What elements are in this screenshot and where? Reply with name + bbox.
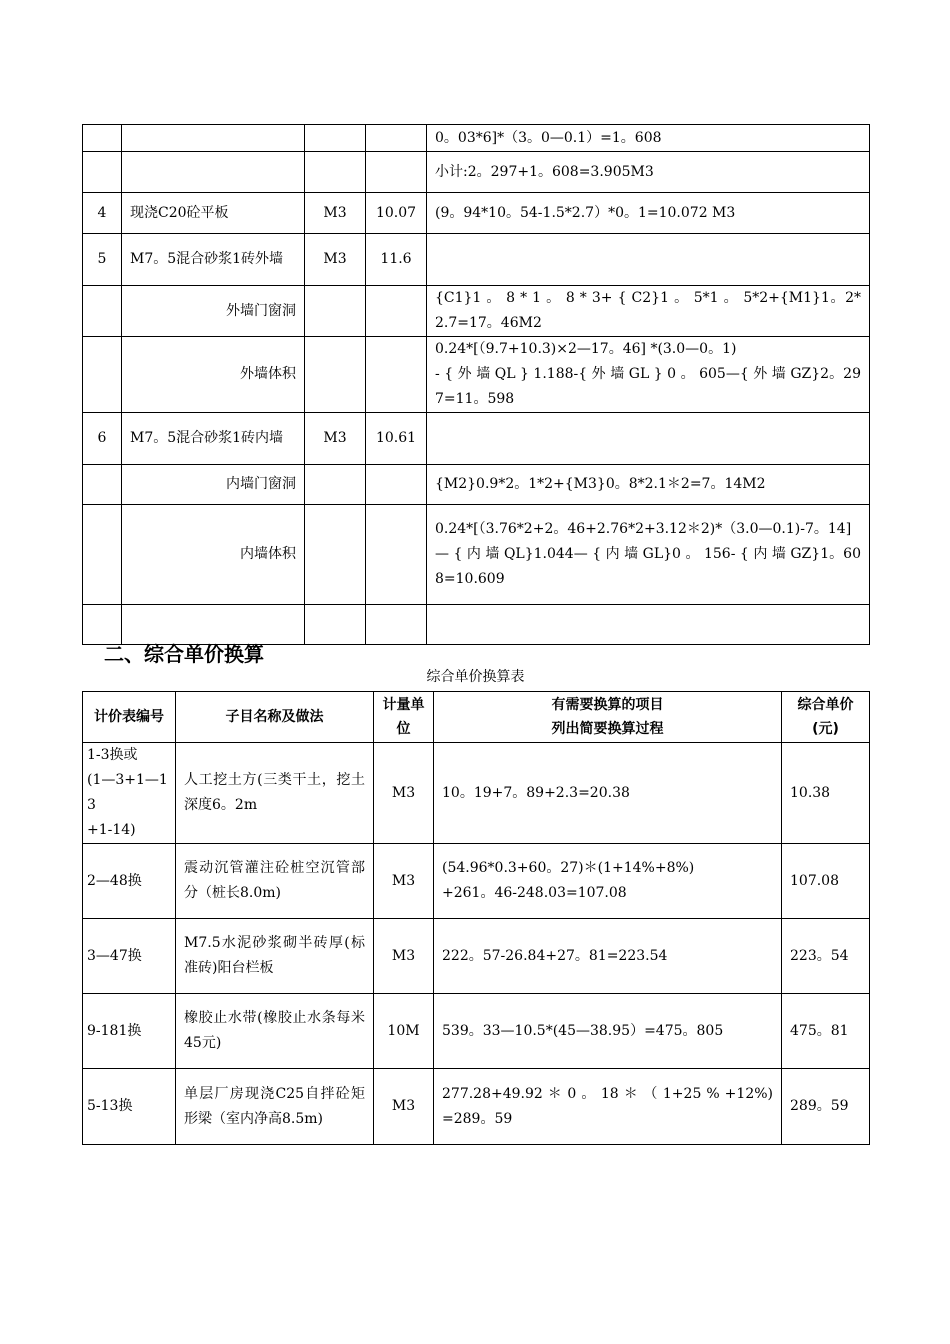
item-name: 内墙体积: [122, 505, 305, 605]
code-line: 3—47换: [87, 947, 142, 964]
item-quantity: [366, 337, 427, 413]
item-unit: [305, 505, 366, 605]
item-process: [434, 743, 782, 844]
item-calculation: [427, 152, 870, 193]
item-number: [83, 605, 122, 645]
table-row: [83, 743, 870, 844]
process-line: (54.96*0.3+60。27)＊(1+14%+8%): [442, 860, 695, 876]
process-line: 277.28+49.92 ＊ 0 。 18 ＊ （ 1+25 % +12%)=289。59: [442, 1085, 773, 1127]
table-row: [83, 505, 870, 605]
code-line: 1-3换或: [87, 747, 138, 763]
item-name: 现浇C20砼平板: [122, 193, 305, 234]
item-name: M7.5水泥砂浆砌半砖厚(标准砖)阳台栏板: [176, 919, 374, 994]
unit-price-conversion-table: [82, 691, 870, 1145]
table-row: [83, 286, 870, 337]
item-unit: M3: [374, 919, 434, 994]
item-name: 震动沉管灌注砼桩空沉管部分（桩长8.0m): [176, 844, 374, 919]
item-price: 10.38: [782, 743, 870, 844]
item-unit: M3: [374, 1069, 434, 1145]
item-quantity: 11.6: [366, 234, 427, 286]
item-number: [83, 286, 122, 337]
table-row: [83, 413, 870, 465]
calc-line: 小计:2。297+1。608=3.905M3: [435, 163, 654, 180]
item-name: [122, 125, 305, 152]
item-unit: 10M: [374, 994, 434, 1069]
process-line: 10。19+7。89+2.3=20.38: [442, 784, 630, 801]
item-number: 6: [83, 413, 122, 465]
item-price: 223。54: [782, 919, 870, 994]
item-code: [83, 743, 176, 844]
process-line: +261。46-248.03=107.08: [442, 885, 627, 901]
item-process: [434, 994, 782, 1069]
item-unit: M3: [374, 844, 434, 919]
item-quantity: [366, 605, 427, 645]
item-name: M7。5混合砂浆1砖外墙: [122, 234, 305, 286]
header-process-line: 列出简要换算过程: [551, 721, 664, 737]
item-price: 107.08: [782, 844, 870, 919]
item-code: [83, 919, 176, 994]
code-line: +1-14): [87, 822, 136, 838]
item-name: [122, 152, 305, 193]
item-unit: M3: [305, 234, 366, 286]
header-process-line: 有需要换算的项目: [551, 697, 664, 713]
calc-line: {C1}1 。 8 * 1 。 8 * 3+ { C2}1 。 5*1 。 5*2+{M1}1。2*2.7=17。46M2: [435, 290, 861, 331]
item-calculation: [427, 505, 870, 605]
calc-line: — { 内 墙 QL}1.044— { 内 墙 GL}0 。 156- { 内 墙 GZ}1。608=10.609: [435, 546, 861, 587]
item-unit: M3: [374, 743, 434, 844]
item-number: [83, 152, 122, 193]
item-quantity: 10.61: [366, 413, 427, 465]
item-process: [434, 1069, 782, 1145]
item-price: 289。59: [782, 1069, 870, 1145]
item-process: [434, 844, 782, 919]
item-number: 4: [83, 193, 122, 234]
calc-line: 0.24*[（9.7+10.3)×2—17。46] *(3.0—0。1): [435, 341, 737, 357]
item-unit: [305, 125, 366, 152]
header-process: [434, 692, 782, 743]
table-row: [83, 193, 870, 234]
code-line: 9-181换: [87, 1022, 142, 1039]
item-quantity: [366, 465, 427, 505]
item-unit: [305, 465, 366, 505]
item-name: 人工挖土方(三类干土，挖土深度6。2m: [176, 743, 374, 844]
header-name: 子目名称及做法: [176, 692, 374, 743]
calc-line: (9。94*10。54-1.5*2.7）*0。1=10.072 M3: [435, 204, 736, 221]
table-row: [83, 605, 870, 645]
table-row: [83, 844, 870, 919]
item-unit: [305, 337, 366, 413]
item-quantity: [366, 152, 427, 193]
item-name: 单层厂房现浇C25自拌砼矩形梁（室内净高8.5m): [176, 1069, 374, 1145]
calc-line: 0.24*[（3.76*2+2。46+2.76*2+3.12＊2)*（3.0—0.1)-7。14]: [435, 521, 852, 537]
table-row: [83, 125, 870, 152]
item-unit: [305, 605, 366, 645]
process-line: 222。57-26.84+27。81=223.54: [442, 947, 668, 964]
item-calculation: [427, 193, 870, 234]
calc-line: 0。03*6]*（3。0—0.1）=1。608: [435, 129, 662, 146]
item-price: 475。81: [782, 994, 870, 1069]
table-row: [83, 337, 870, 413]
item-code: [83, 994, 176, 1069]
code-line: (1—3+1—13: [87, 772, 168, 813]
item-number: [83, 337, 122, 413]
item-name: [122, 605, 305, 645]
item-quantity: [366, 505, 427, 605]
item-calculation: [427, 413, 870, 465]
item-quantity: [366, 286, 427, 337]
header-code: 计价表编号: [83, 692, 176, 743]
header-price: 综合单价(元): [782, 692, 870, 743]
table-row: [83, 234, 870, 286]
calc-line: {M2}0.9*2。1*2+{M3}0。8*2.1＊2=7。14M2: [435, 476, 766, 492]
item-calculation: [427, 125, 870, 152]
calc-line: - { 外 墙 QL } 1.188-{ 外 墙 GL } 0 。 605—{ 外 墙 GZ}2。297=11。598: [435, 366, 861, 407]
item-code: [83, 1069, 176, 1145]
table-row: [83, 1069, 870, 1145]
item-calculation: [427, 286, 870, 337]
item-unit: [305, 286, 366, 337]
table-row: [83, 919, 870, 994]
item-process: [434, 919, 782, 994]
item-unit: M3: [305, 413, 366, 465]
item-name: M7。5混合砂浆1砖内墙: [122, 413, 305, 465]
item-unit: M3: [305, 193, 366, 234]
item-calculation: [427, 465, 870, 505]
item-number: [83, 505, 122, 605]
code-line: 2—48换: [87, 872, 142, 889]
item-number: 5: [83, 234, 122, 286]
item-name: 内墙门窗洞: [122, 465, 305, 505]
item-calculation: [427, 605, 870, 645]
table-row: [83, 465, 870, 505]
item-name: 外墙门窗洞: [122, 286, 305, 337]
table-row: [83, 994, 870, 1069]
item-name: 橡胶止水带(橡胶止水条每米45元): [176, 994, 374, 1069]
item-quantity: 10.07: [366, 193, 427, 234]
code-line: 5-13换: [87, 1098, 133, 1114]
item-quantity: [366, 125, 427, 152]
item-unit: [305, 152, 366, 193]
header-unit: 计量单位: [374, 692, 434, 743]
header-row: [83, 692, 870, 743]
quantity-calculation-table: [82, 124, 870, 645]
item-calculation: [427, 337, 870, 413]
item-number: [83, 465, 122, 505]
section-heading: 二、综合单价换算: [104, 642, 264, 666]
table-row: [83, 152, 870, 193]
item-calculation: [427, 234, 870, 286]
item-name: 外墙体积: [122, 337, 305, 413]
item-code: [83, 844, 176, 919]
table-caption: 综合单价换算表: [426, 669, 525, 685]
process-line: 539。33—10.5*(45—38.95）=475。805: [442, 1022, 724, 1039]
item-number: [83, 125, 122, 152]
